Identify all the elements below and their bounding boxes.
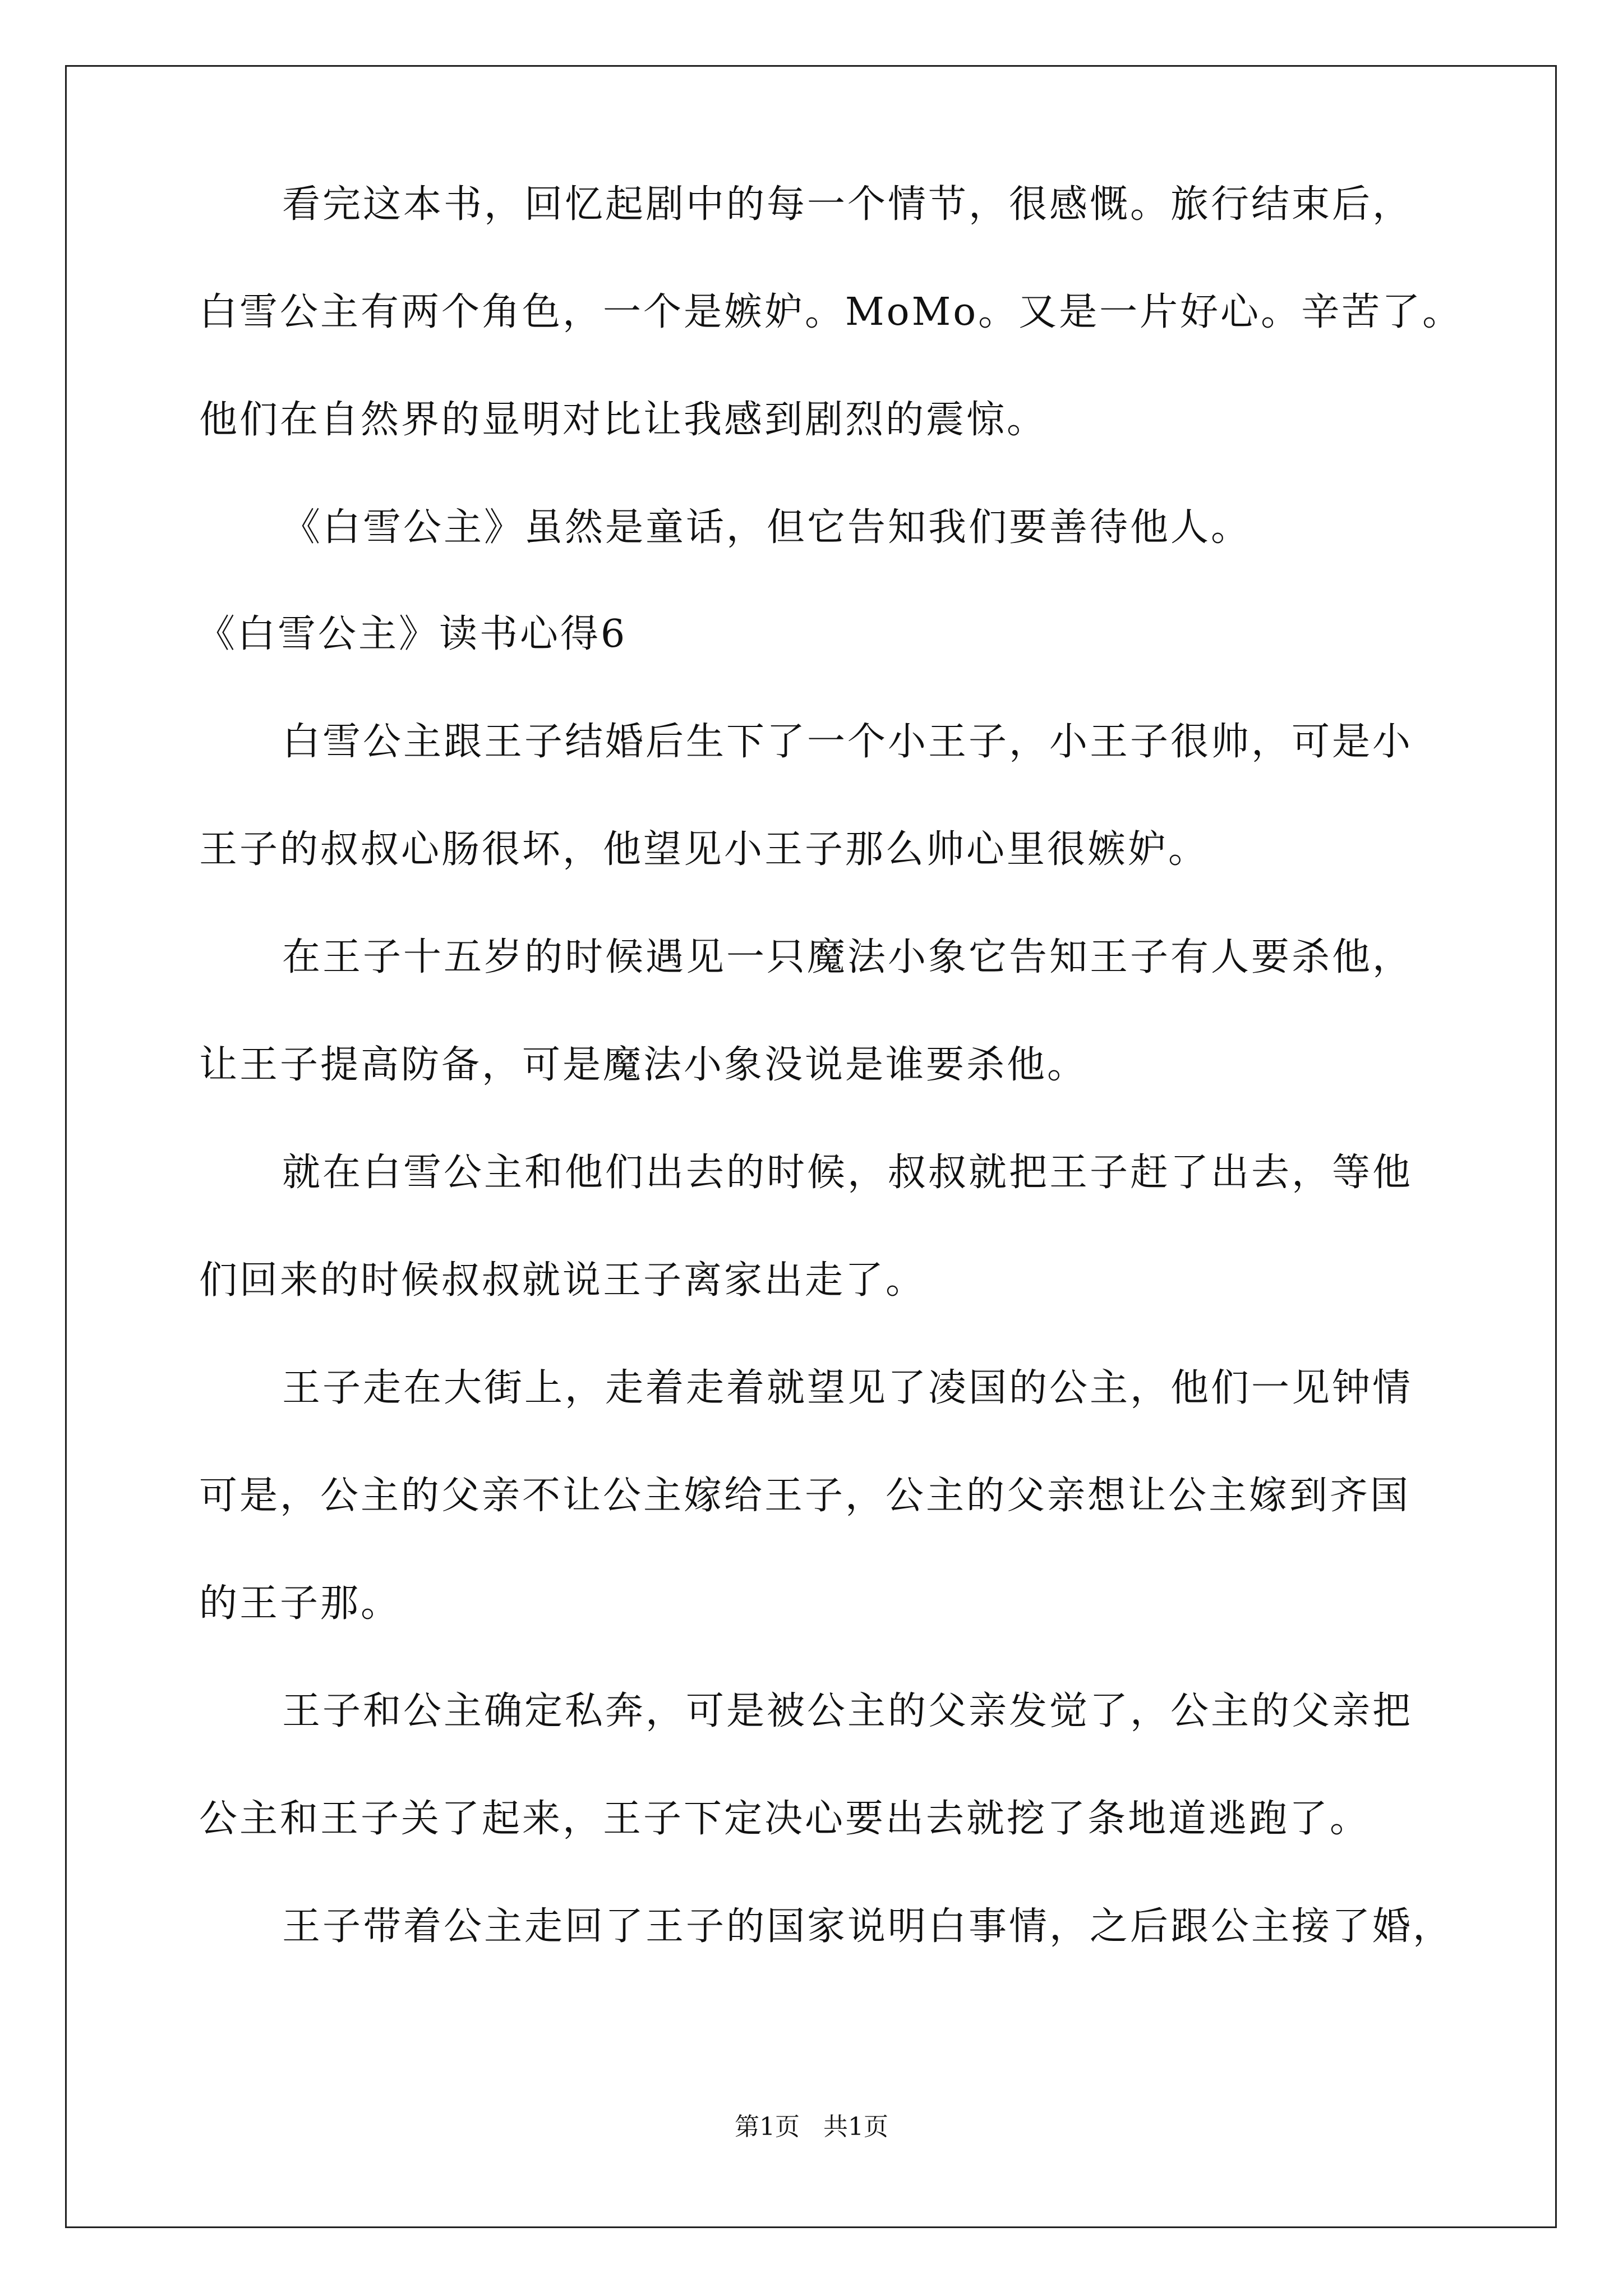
- page-number: 第1页: [735, 2113, 800, 2141]
- page-total: 共1页: [823, 2113, 888, 2141]
- text-line: 白雪公主有两个角色，一个是嫉妒。MoMo。又是一片好心。辛苦了。: [199, 290, 1463, 334]
- text-line: 王子带着公主走回了王子的国家说明白事情，之后跟公主接了婚，: [282, 1904, 1454, 1949]
- text-line: 王子的叔叔心肠很坏，他望见小王子那么帅心里很嫉妒。: [199, 827, 1209, 872]
- text-line: 王子走在大街上，走着走着就望见了凌国的公主，他们一见钟情: [282, 1366, 1413, 1410]
- text-line: 王子和公主确定私奔，可是被公主的父亲发觉了，公主的父亲把: [282, 1689, 1413, 1733]
- text-line: 在王子十五岁的时候遇见一只魔法小象它告知王子有人要杀他，: [282, 935, 1413, 979]
- text-line: 的王子那。: [199, 1581, 402, 1626]
- text-line: 他们在自然界的显明对比让我感到剧烈的震惊。: [199, 398, 1048, 442]
- text-line: 可是，公主的父亲不让公主嫁给王子，公主的父亲想让公主嫁到齐国: [199, 1474, 1411, 1518]
- text-line: 们回来的时候叔叔就说王子离家出走了。: [199, 1258, 926, 1303]
- text-line: 就在白雪公主和他们出去的时候，叔叔就把王子赶了出去，等他: [282, 1151, 1413, 1195]
- text-line: 公主和王子关了起来，王子下定决心要出去就挖了条地道逃跑了。: [199, 1797, 1371, 1841]
- text-line: 让王子提高防备，可是魔法小象没说是谁要杀他。: [199, 1043, 1088, 1087]
- section-heading: 《白雪公主》读书心得6: [197, 612, 628, 656]
- page-footer: [0, 2110, 1623, 2144]
- text-line: 《白雪公主》虽然是童话，但它告知我们要善待他人。: [282, 505, 1252, 550]
- text-line: 看完这本书，回忆起剧中的每一个情节，很感慨。旅行结束后，: [282, 182, 1413, 227]
- text-line: 白雪公主跟王子结婚后生下了一个小王子，小王子很帅，可是小: [282, 720, 1413, 764]
